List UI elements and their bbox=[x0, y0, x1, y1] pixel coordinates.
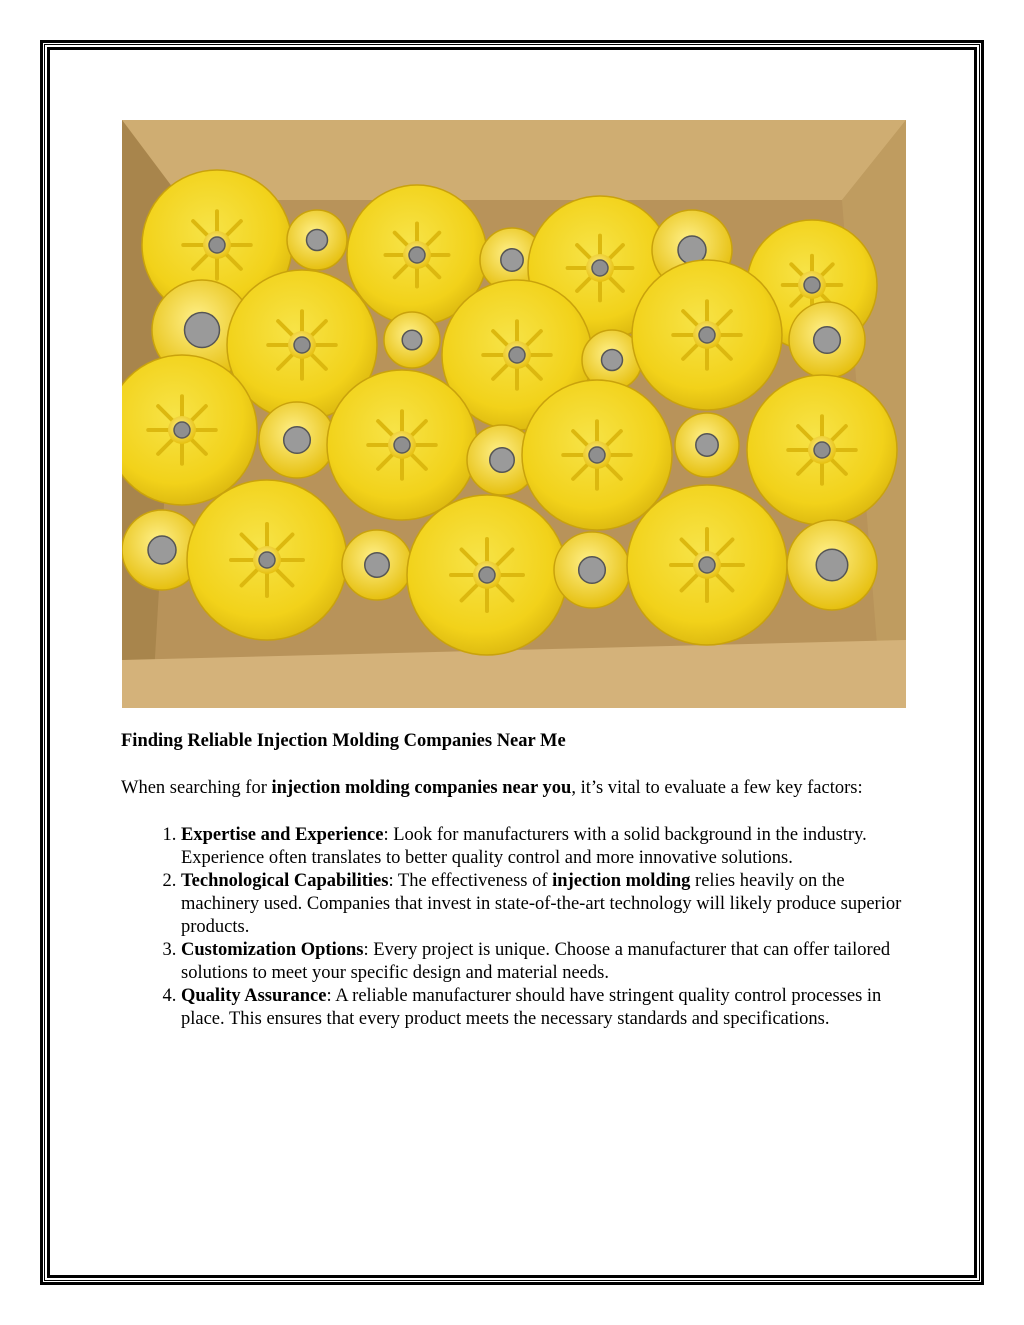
item-title: Customization Options bbox=[181, 940, 364, 960]
item-text: : Look for manufacturers with a solid background in the industry. Experience often translates to better quality control and more innovative solutions. bbox=[181, 825, 867, 868]
metal-insert bbox=[479, 567, 495, 583]
metal-insert bbox=[699, 557, 715, 573]
metal-insert bbox=[284, 427, 311, 454]
metal-insert bbox=[185, 313, 220, 348]
item-keyword: injection molding bbox=[552, 871, 691, 891]
metal-insert bbox=[592, 260, 608, 276]
item-text: : The effectiveness of bbox=[388, 871, 553, 891]
metal-insert bbox=[602, 350, 623, 371]
list-item bbox=[181, 870, 911, 939]
item-text: : A reliable manufacturer should have stringent quality control processes in place. This ensures that every product meets the necessary standards and specifications. bbox=[181, 986, 882, 1029]
metal-insert bbox=[816, 549, 848, 581]
article-heading: Finding Reliable Injection Molding Companies Near Me bbox=[121, 731, 566, 751]
metal-insert bbox=[490, 448, 515, 473]
intro-text-after: , it’s vital to evaluate a few key factors: bbox=[571, 778, 863, 798]
metal-insert bbox=[394, 437, 410, 453]
metal-insert bbox=[409, 247, 425, 263]
metal-insert bbox=[148, 536, 176, 564]
metal-insert bbox=[814, 327, 841, 354]
metal-insert bbox=[589, 447, 605, 463]
item-title: Expertise and Experience bbox=[181, 825, 384, 845]
metal-insert bbox=[174, 422, 190, 438]
metal-insert bbox=[579, 557, 606, 584]
product-photo bbox=[122, 120, 906, 708]
metal-insert bbox=[814, 442, 830, 458]
metal-insert bbox=[259, 552, 275, 568]
metal-insert bbox=[804, 277, 820, 293]
list-item bbox=[181, 985, 911, 1031]
metal-insert bbox=[509, 347, 525, 363]
metal-insert bbox=[402, 330, 422, 350]
list-item bbox=[181, 939, 911, 985]
metal-insert bbox=[699, 327, 715, 343]
list-item bbox=[181, 824, 911, 870]
article bbox=[121, 730, 911, 1031]
metal-insert bbox=[294, 337, 310, 353]
metal-insert bbox=[307, 230, 328, 251]
intro-paragraph bbox=[121, 777, 911, 800]
intro-keyword: injection molding companies near you bbox=[271, 778, 572, 798]
item-title: Quality Assurance bbox=[181, 986, 327, 1006]
intro-text-before: When searching for bbox=[121, 778, 272, 798]
metal-insert bbox=[365, 553, 390, 578]
factor-list bbox=[121, 824, 911, 1031]
metal-insert bbox=[209, 237, 225, 253]
metal-insert bbox=[696, 434, 718, 456]
item-text: relies heavily on the machinery used. Companies that invest in state-of-the-art technology will likely produce superior products. bbox=[181, 871, 902, 937]
item-text: : Every project is unique. Choose a manufacturer that can offer tailored solutions to meet your specific design and material needs. bbox=[181, 940, 891, 983]
item-title: Technological Capabilities bbox=[181, 871, 389, 891]
yellow-disc-parts bbox=[122, 170, 897, 655]
metal-insert bbox=[501, 249, 523, 271]
